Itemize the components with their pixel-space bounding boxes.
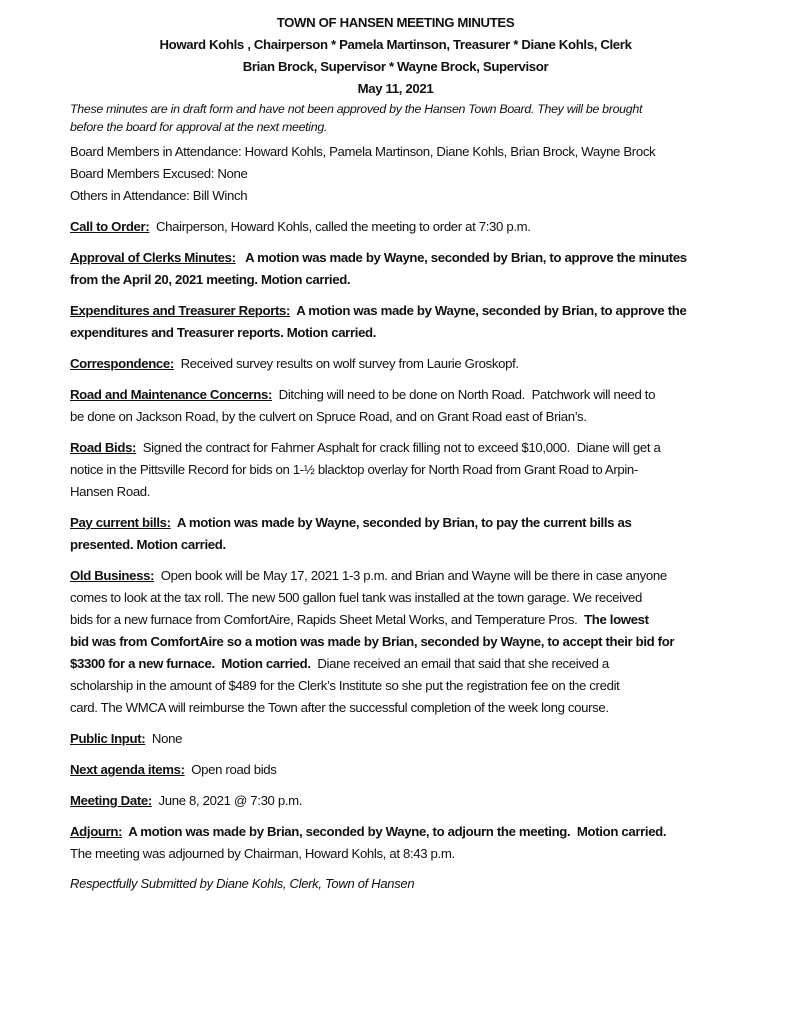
section-label: Pay current bills: — [70, 515, 171, 530]
section-old-business-line-2: comes to look at the tax roll. The new 500 gallon fuel tank was installed at the town garage. We received — [70, 590, 642, 605]
section-label: Call to Order: — [70, 219, 150, 234]
section-approval-minutes — [70, 247, 770, 269]
section-text: A motion was made by Brian, seconded by Wayne, to adjourn the meeting. Motion carried. — [122, 824, 667, 839]
signature-line: Respectfully Submitted by Diane Kohls, Clerk, Town of Hansen — [70, 876, 415, 891]
section-next-agenda — [70, 759, 770, 781]
section-road-maintenance-line-2: be done on Jackson Road, by the culvert on Spruce Road, and on Grant Road east of Brian’s. — [70, 409, 587, 424]
section-label: Meeting Date: — [70, 793, 152, 808]
section-old-business-line-4: bid was from ComfortAire so a motion was made by Brian, seconded by Wayne, to accept their bid for — [70, 634, 675, 649]
section-text: Open road bids — [184, 762, 277, 777]
section-label: Old Business: — [70, 568, 155, 583]
section-old-business-line-6: scholarship in the amount of $489 for the Clerk’s Institute so she put the registration fee on the credit — [70, 678, 620, 693]
section-meeting-date — [70, 790, 770, 812]
meeting-date-heading: May 11, 2021 — [357, 81, 434, 96]
section-call-to-order — [70, 216, 770, 238]
section-correspondence — [70, 353, 770, 375]
section-label: Correspondence: — [70, 356, 174, 371]
section-approval-minutes-line-2: from the April 20, 2021 meeting. Motion carried. — [70, 272, 351, 287]
section-text: Ditching will need to be done on North Road. Patchwork will need to — [272, 387, 656, 402]
section-adjourn — [70, 821, 770, 843]
section-public-input — [70, 728, 770, 750]
attendance-present: Board Members in Attendance: Howard Kohls, Pamela Martinson, Diane Kohls, Brian Brock, Wayne Brock — [70, 144, 656, 159]
section-text: Received survey results on wolf survey from Laurie Groskopf. — [173, 356, 519, 371]
section-expenditures — [70, 300, 770, 322]
section-label: Next agenda items: — [70, 762, 185, 777]
section-text: Signed the contract for Fahrner Asphalt for crack filling not to exceed $10,000. Diane will get a — [136, 440, 661, 455]
section-expenditures-line-2: expenditures and Treasurer reports. Motion carried. — [70, 325, 377, 340]
section-text: June 8, 2021 @ 7:30 p.m. — [151, 793, 303, 808]
section-label: Adjourn: — [70, 824, 123, 839]
section-text: Chairperson, Howard Kohls, called the meeting to order at 7:30 p.m. — [149, 219, 531, 234]
attendance-others: Others in Attendance: Bill Winch — [70, 188, 248, 203]
section-text: A motion was made by Wayne, seconded by Brian, to approve the minutes — [235, 250, 687, 265]
section-text: A motion was made by Wayne, seconded by Brian, to approve the — [290, 303, 687, 318]
section-text: Diane received an email that said that she received a — [310, 656, 609, 671]
section-old-business-line-3 — [70, 609, 770, 631]
section-pay-bills-line-2: presented. Motion carried. — [70, 537, 226, 552]
section-label: Approval of Clerks Minutes: — [70, 250, 236, 265]
section-text: Open book will be May 17, 2021 1-3 p.m. and Brian and Wayne will be there in case anyone — [154, 568, 667, 583]
section-pay-bills — [70, 512, 770, 534]
section-text-bold: The lowest — [584, 612, 649, 627]
section-road-maintenance — [70, 384, 770, 406]
section-road-bids-line-3: Hansen Road. — [70, 484, 151, 499]
section-old-business-line-7: card. The WMCA will reimburse the Town after the successful completion of the week long course. — [70, 700, 609, 715]
section-label: Road Bids: — [70, 440, 137, 455]
officers-line-1: Howard Kohls , Chairperson * Pamela Martinson, Treasurer * Diane Kohls, Clerk — [159, 37, 632, 52]
section-label: Public Input: — [70, 731, 146, 746]
section-road-bids-line-2: notice in the Pittsville Record for bids on 1-½ blacktop overlay for North Road from Grant Road to Arpin- — [70, 462, 638, 477]
draft-notice-line-2: before the board for approval at the next meeting. — [70, 120, 328, 134]
section-text: A motion was made by Wayne, seconded by Brian, to pay the current bills as — [170, 515, 632, 530]
officers-line-2: Brian Brock, Supervisor * Wayne Brock, Supervisor — [242, 59, 549, 74]
section-label: Expenditures and Treasurer Reports: — [70, 303, 291, 318]
section-old-business — [70, 565, 770, 587]
section-adjourn-line-2: The meeting was adjourned by Chairman, Howard Kohls, at 8:43 p.m. — [70, 846, 455, 861]
section-label: Road and Maintenance Concerns: — [70, 387, 273, 402]
section-text: bids for a new furnace from ComfortAire, Rapids Sheet Metal Works, and Temperature Pros. — [70, 612, 585, 627]
document-title: TOWN OF HANSEN MEETING MINUTES — [276, 15, 515, 30]
draft-notice-line-1: These minutes are in draft form and have not been approved by the Hansen Town Board. They will be brought — [70, 102, 643, 116]
section-text-bold: $3300 for a new furnace. Motion carried. — [70, 656, 311, 671]
section-road-bids — [70, 437, 770, 459]
attendance-excused: Board Members Excused: None — [70, 166, 248, 181]
section-old-business-line-5 — [70, 653, 770, 675]
section-text: None — [145, 731, 183, 746]
